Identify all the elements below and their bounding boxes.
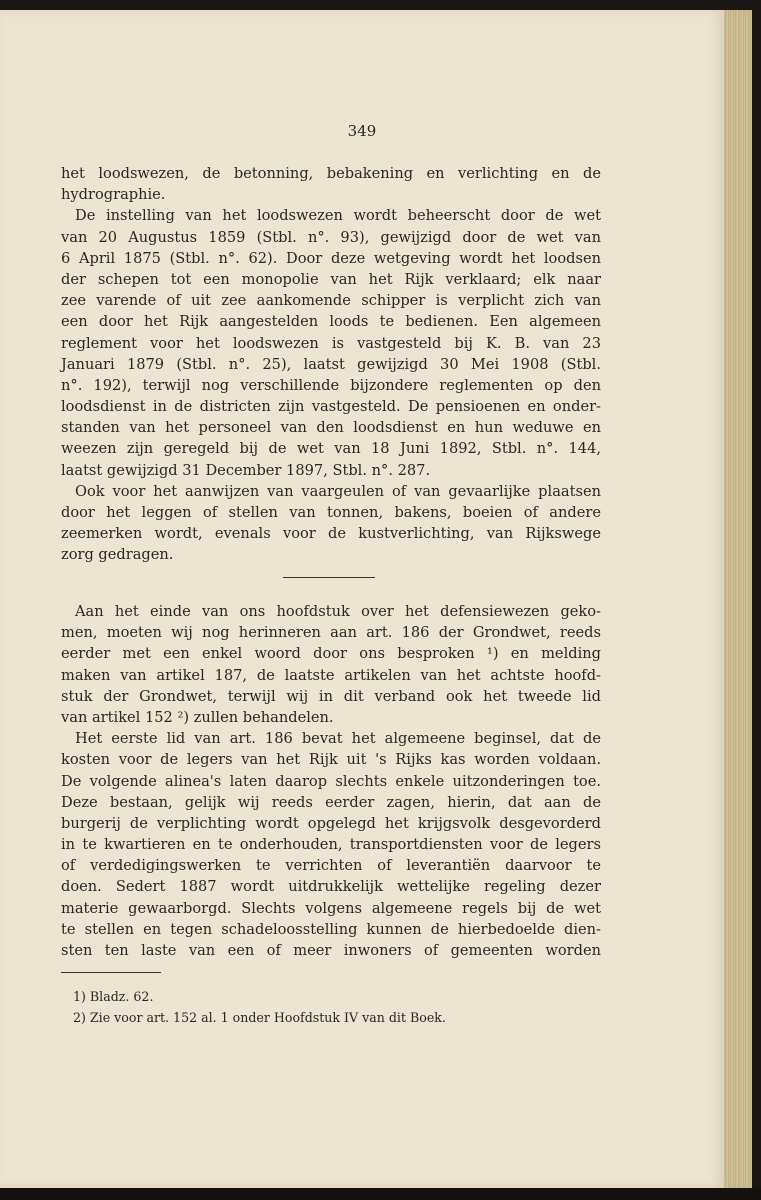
text-line: het loodswezen, de betonning, bebakening en verlichting en de	[61, 165, 601, 182]
page-number: 349	[347, 122, 377, 140]
text-line: zorg gedragen.	[61, 546, 174, 564]
text-line: laatst gewijzigd 31 December 1897, Stbl. n°. 287.	[61, 461, 431, 479]
text-line: sten ten laste van een of meer inwoners of gemeenten worden	[61, 942, 601, 959]
page-edge	[724, 10, 752, 1188]
text-line: in te kwartieren en te onderhouden, transportdiensten voor de legers	[61, 836, 601, 854]
text-line: van 20 Augustus 1859 (Stbl. n°. 93), gewijzigd door de wet van	[61, 228, 601, 246]
text-line: te stellen en tegen schadeloosstelling kunnen de hierbedoelde dien-	[61, 920, 601, 938]
text-line: materie gewaarborgd. Slechts volgens algemeene regels bij de wet	[61, 899, 601, 917]
footnote: 2) Zie voor art. 152 al. 1 onder Hoofdstuk IV van dit Boek.	[73, 1010, 446, 1025]
section-divider	[283, 577, 375, 578]
text-line: zeemerken wordt, evenals voor de kustverlichting, van Rijkswege	[61, 525, 601, 543]
text-line: loodsdienst in de districten zijn vastgesteld. De pensioenen en onder-	[61, 398, 601, 416]
text-line: 6 April 1875 (Stbl. n°. 62). Door deze wetgeving wordt het loodsen	[61, 249, 601, 267]
text-line: Januari 1879 (Stbl. n°. 25), laatst gewijzigd 30 Mei 1908 (Stbl.	[61, 355, 601, 373]
text-line: der schepen tot een monopolie van het Rijk verklaard; elk naar	[61, 270, 601, 288]
text-line: eerder met een enkel woord door ons besproken ¹) en melding	[61, 645, 601, 663]
text-line: kosten voor de legers van het Rijk uit 's Rijks kas worden voldaan.	[61, 751, 601, 769]
text-line: van artikel 152 ²) zullen behandelen.	[61, 708, 334, 726]
text-line: Deze bestaan, gelijk wij reeds eerder zagen, hierin, dat aan de	[61, 793, 601, 811]
text-line: De volgende alinea's laten daarop slechts enkele uitzonderingen toe.	[61, 772, 601, 790]
text-line: Aan het einde van ons hoofdstuk over het defensiewezen geko-	[75, 603, 601, 620]
text-line: men, moeten wij nog herinneren aan art. 186 der Grondwet, reeds	[61, 624, 601, 642]
text-line: zee varende of uit zee aankomende schipper is verplicht zich van	[61, 292, 601, 310]
section-grondwet	[61, 601, 601, 961]
text-line: hydrographie.	[61, 186, 166, 204]
text-line: maken van artikel 187, de laatste artikelen van het achtste hoofd-	[61, 666, 601, 684]
text-line: stuk der Grondwet, terwijl wij in dit verband ook het tweede lid	[61, 687, 601, 705]
section-loodswezen	[61, 163, 601, 566]
footnote-rule	[61, 972, 161, 973]
text-line: Ook voor het aanwijzen van vaargeulen of van gevaarlijke plaatsen	[75, 482, 601, 500]
text-line: reglement voor het loodswezen is vastgesteld bij K. B. van 23	[61, 334, 601, 352]
text-line: door het leggen of stellen van tonnen, bakens, boeien of andere	[61, 504, 601, 521]
text-line: standen van het personeel van den loodsdienst en hun weduwe en	[61, 419, 601, 437]
footnote: 1) Bladz. 62.	[73, 989, 154, 1004]
scan-border	[0, 1188, 761, 1200]
text-line: burgerij de verplichting wordt opgelegd het krijgsvolk desgevorderd	[61, 814, 601, 832]
text-line: doen. Sedert 1887 wordt uitdrukkelijk wettelijke regeling dezer	[61, 878, 601, 896]
text-line: n°. 192), terwijl nog verschillende bijzondere reglementen op den	[61, 376, 601, 394]
text-line: een door het Rijk aangestelden loods te bedienen. Een algemeen	[61, 313, 601, 331]
footnotes	[73, 986, 593, 1028]
text-line: of verdedigingswerken te verrichten of leverantiën daarvoor te	[61, 857, 601, 875]
text-line: weezen zijn geregeld bij de wet van 18 Juni 1892, Stbl. n°. 144,	[61, 440, 601, 458]
text-line: De instelling van het loodswezen wordt beheerscht door de wet	[75, 207, 601, 225]
text-line: Het eerste lid van art. 186 bevat het algemeene beginsel, dat de	[75, 730, 601, 748]
